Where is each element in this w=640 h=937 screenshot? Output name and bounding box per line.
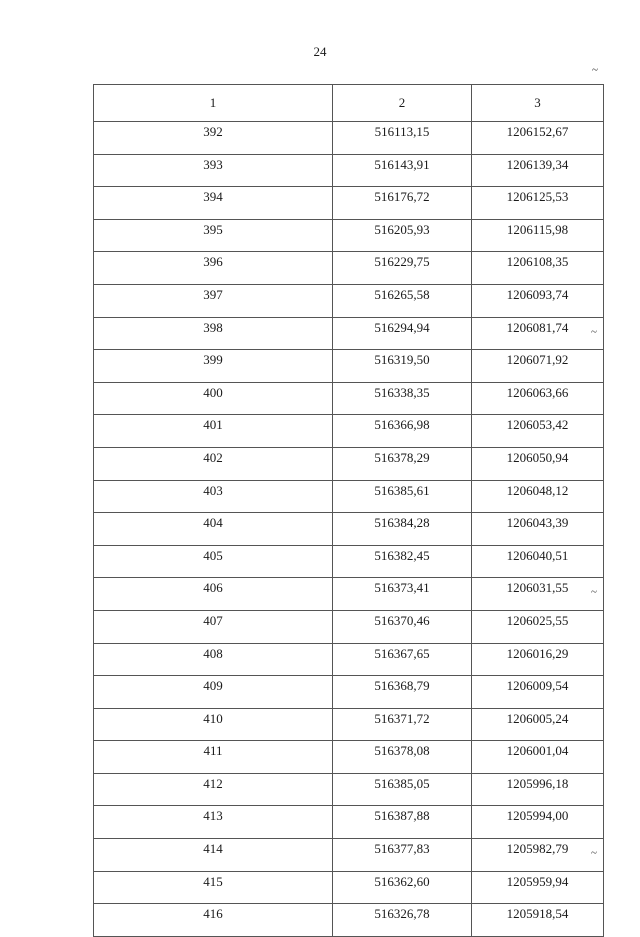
cell-value: 400 — [203, 384, 223, 400]
coordinates-table — [93, 84, 604, 937]
table-row — [94, 806, 604, 839]
cell-value: 1206009,54 — [506, 678, 569, 694]
cell-value: 516362,60 — [374, 873, 430, 889]
cell-value: 516367,65 — [374, 645, 430, 661]
point-number-cell — [94, 676, 333, 709]
point-number-cell — [94, 415, 333, 448]
coordinate-x-cell — [333, 382, 472, 415]
coordinate-y-cell — [472, 154, 604, 187]
coordinate-y-cell — [472, 480, 604, 513]
cell-value: 416 — [203, 906, 223, 922]
table-row — [94, 187, 604, 220]
coordinate-y-cell — [472, 643, 604, 676]
table-row — [94, 578, 604, 611]
cell-value: 395 — [203, 221, 223, 237]
coordinate-x-cell — [333, 708, 472, 741]
cell-value: 1205918,54 — [506, 906, 569, 922]
cell-value: 1206063,66 — [506, 384, 569, 400]
point-number-cell — [94, 252, 333, 285]
table-row — [94, 676, 604, 709]
cell-value: 1205982,79 — [506, 841, 569, 857]
column-header-2: 2 — [333, 85, 472, 122]
cell-value: 403 — [203, 482, 223, 498]
point-number-cell — [94, 219, 333, 252]
cell-value: 516370,46 — [374, 612, 430, 628]
table-row — [94, 480, 604, 513]
coordinate-x-cell — [333, 610, 472, 643]
coordinate-y-cell — [472, 187, 604, 220]
coordinate-x-cell — [333, 545, 472, 578]
cell-value: 1206093,74 — [506, 286, 569, 302]
point-number-cell — [94, 317, 333, 350]
cell-value: 413 — [203, 808, 223, 824]
coordinate-x-cell — [333, 415, 472, 448]
cell-value: 394 — [203, 189, 223, 205]
table-row — [94, 415, 604, 448]
coordinate-x-cell — [333, 252, 472, 285]
point-number-cell — [94, 187, 333, 220]
coordinate-y-cell — [472, 904, 604, 937]
cell-value: 1206071,92 — [506, 352, 569, 368]
coordinate-x-cell — [333, 578, 472, 611]
point-number-cell — [94, 382, 333, 415]
page-number: 24 — [313, 44, 327, 59]
table-row — [94, 219, 604, 252]
table-row — [94, 839, 604, 872]
point-number-cell — [94, 154, 333, 187]
table-row — [94, 871, 604, 904]
table-row — [94, 350, 604, 383]
cell-value: 516326,78 — [374, 906, 430, 922]
cell-value: 392 — [203, 124, 223, 139]
coordinate-y-cell — [472, 708, 604, 741]
coordinate-y-cell — [472, 545, 604, 578]
cell-value: 516113,15 — [374, 124, 430, 139]
point-number-cell — [94, 839, 333, 872]
cell-value: 407 — [203, 612, 223, 628]
table-row — [94, 513, 604, 546]
column-header-1: 1 — [94, 85, 333, 122]
coordinate-y-cell — [472, 578, 604, 611]
cell-value: 1206125,53 — [506, 189, 569, 205]
coordinate-y-cell — [472, 676, 604, 709]
cell-value: 516143,91 — [374, 156, 430, 172]
point-number-cell — [94, 284, 333, 317]
cell-value: 1205994,00 — [506, 808, 569, 824]
coordinate-y-cell — [472, 806, 604, 839]
cell-value: 516378,08 — [374, 743, 430, 759]
coordinate-x-cell — [333, 773, 472, 806]
point-number-cell — [94, 480, 333, 513]
coordinate-x-cell — [333, 219, 472, 252]
cell-value: 402 — [203, 449, 223, 465]
coordinate-x-cell — [333, 480, 472, 513]
table-row — [94, 317, 604, 350]
coordinate-y-cell — [472, 284, 604, 317]
cell-value: 516382,45 — [374, 547, 430, 563]
cell-value: 516385,61 — [374, 482, 430, 498]
cell-value: 516368,79 — [374, 678, 430, 694]
coordinate-x-cell — [333, 350, 472, 383]
cell-value: 1206025,55 — [506, 612, 569, 628]
cell-value: 1206081,74 — [506, 319, 569, 335]
point-number-cell — [94, 122, 333, 155]
table-row — [94, 904, 604, 937]
cell-value: 398 — [203, 319, 223, 335]
cell-value: 1206016,29 — [506, 645, 569, 661]
coordinate-x-cell — [333, 154, 472, 187]
cell-value: 1206050,94 — [506, 449, 569, 465]
table-row — [94, 741, 604, 774]
coordinate-y-cell — [472, 415, 604, 448]
point-number-cell — [94, 545, 333, 578]
coordinate-y-cell — [472, 839, 604, 872]
cell-value: 516229,75 — [374, 254, 430, 270]
cell-value: 405 — [203, 547, 223, 563]
cell-value: 399 — [203, 352, 223, 368]
coordinate-x-cell — [333, 806, 472, 839]
coordinate-y-cell — [472, 252, 604, 285]
cell-value: 408 — [203, 645, 223, 661]
cell-value: 406 — [203, 580, 223, 596]
coordinate-x-cell — [333, 839, 472, 872]
point-number-cell — [94, 643, 333, 676]
tick-mark: ~ — [591, 586, 597, 599]
coordinate-x-cell — [333, 284, 472, 317]
coordinate-x-cell — [333, 676, 472, 709]
coordinate-x-cell — [333, 122, 472, 155]
cell-value: 516377,83 — [374, 841, 430, 857]
coordinate-x-cell — [333, 447, 472, 480]
cell-value: 516205,93 — [374, 221, 430, 237]
cell-value: 516319,50 — [374, 352, 430, 368]
point-number-cell — [94, 871, 333, 904]
table-row — [94, 773, 604, 806]
coordinate-x-cell — [333, 513, 472, 546]
cell-value: 516371,72 — [374, 710, 430, 726]
cell-value: 516378,29 — [374, 449, 430, 465]
coordinate-y-cell — [472, 350, 604, 383]
table-row — [94, 154, 604, 187]
table-row — [94, 382, 604, 415]
tick-mark: ~ — [591, 325, 597, 338]
cell-value: 409 — [203, 678, 223, 694]
table-row — [94, 545, 604, 578]
column-header-3: 3 — [472, 85, 604, 122]
cell-value: 516385,05 — [374, 775, 430, 791]
coordinate-x-cell — [333, 643, 472, 676]
cell-value: 415 — [203, 873, 223, 889]
tick-mark: ~ — [591, 847, 597, 860]
table-row — [94, 643, 604, 676]
cell-value: 393 — [203, 156, 223, 172]
point-number-cell — [94, 447, 333, 480]
corner-mark: ~ — [592, 64, 598, 76]
cell-value: 396 — [203, 254, 223, 270]
coordinate-x-cell — [333, 871, 472, 904]
cell-value: 516366,98 — [374, 417, 430, 433]
coordinate-y-cell — [472, 447, 604, 480]
cell-value: 411 — [203, 743, 223, 759]
coordinate-y-cell — [472, 871, 604, 904]
cell-value: 397 — [203, 286, 223, 302]
coordinate-y-cell — [472, 610, 604, 643]
cell-value: 410 — [203, 710, 223, 726]
cell-value: 1205959,94 — [506, 873, 569, 889]
cell-value: 1206152,67 — [506, 124, 569, 139]
cell-value: 516265,58 — [374, 286, 430, 302]
table-header-row — [94, 85, 604, 122]
table-row — [94, 610, 604, 643]
coordinate-y-cell — [472, 513, 604, 546]
cell-value: 1206031,55 — [506, 580, 569, 596]
coordinate-x-cell — [333, 187, 472, 220]
cell-value: 414 — [203, 841, 223, 857]
point-number-cell — [94, 806, 333, 839]
table-row — [94, 708, 604, 741]
cell-value: 1205996,18 — [506, 775, 569, 791]
point-number-cell — [94, 741, 333, 774]
cell-value: 401 — [203, 417, 223, 433]
point-number-cell — [94, 773, 333, 806]
cell-value: 1206001,04 — [506, 743, 569, 759]
cell-value: 1206053,42 — [506, 417, 569, 433]
cell-value: 516387,88 — [374, 808, 430, 824]
cell-value: 1206139,34 — [506, 156, 569, 172]
cell-value: 404 — [203, 515, 223, 531]
table-body — [94, 122, 604, 937]
coordinate-x-cell — [333, 904, 472, 937]
coordinate-y-cell — [472, 382, 604, 415]
cell-value: 1206115,98 — [506, 221, 569, 237]
cell-value: 1206043,39 — [506, 515, 569, 531]
cell-value: 516373,41 — [374, 580, 430, 596]
coordinate-y-cell — [472, 317, 604, 350]
point-number-cell — [94, 610, 333, 643]
cell-value: 516338,35 — [374, 384, 430, 400]
cell-value: 516384,28 — [374, 515, 430, 531]
point-number-cell — [94, 578, 333, 611]
table-row — [94, 252, 604, 285]
cell-value: 412 — [203, 775, 223, 791]
cell-value: 1206040,51 — [506, 547, 569, 563]
coordinate-y-cell — [472, 219, 604, 252]
cell-value: 1206108,35 — [506, 254, 569, 270]
cell-value: 516294,94 — [374, 319, 430, 335]
coordinate-y-cell — [472, 773, 604, 806]
coordinate-x-cell — [333, 741, 472, 774]
point-number-cell — [94, 350, 333, 383]
coordinate-y-cell — [472, 122, 604, 155]
cell-value: 516176,72 — [374, 189, 430, 205]
point-number-cell — [94, 904, 333, 937]
coordinate-x-cell — [333, 317, 472, 350]
table-row — [94, 447, 604, 480]
cell-value: 1206005,24 — [506, 710, 569, 726]
coordinate-y-cell — [472, 741, 604, 774]
table-row — [94, 284, 604, 317]
point-number-cell — [94, 513, 333, 546]
cell-value: 1206048,12 — [506, 482, 569, 498]
table-row — [94, 122, 604, 155]
point-number-cell — [94, 708, 333, 741]
